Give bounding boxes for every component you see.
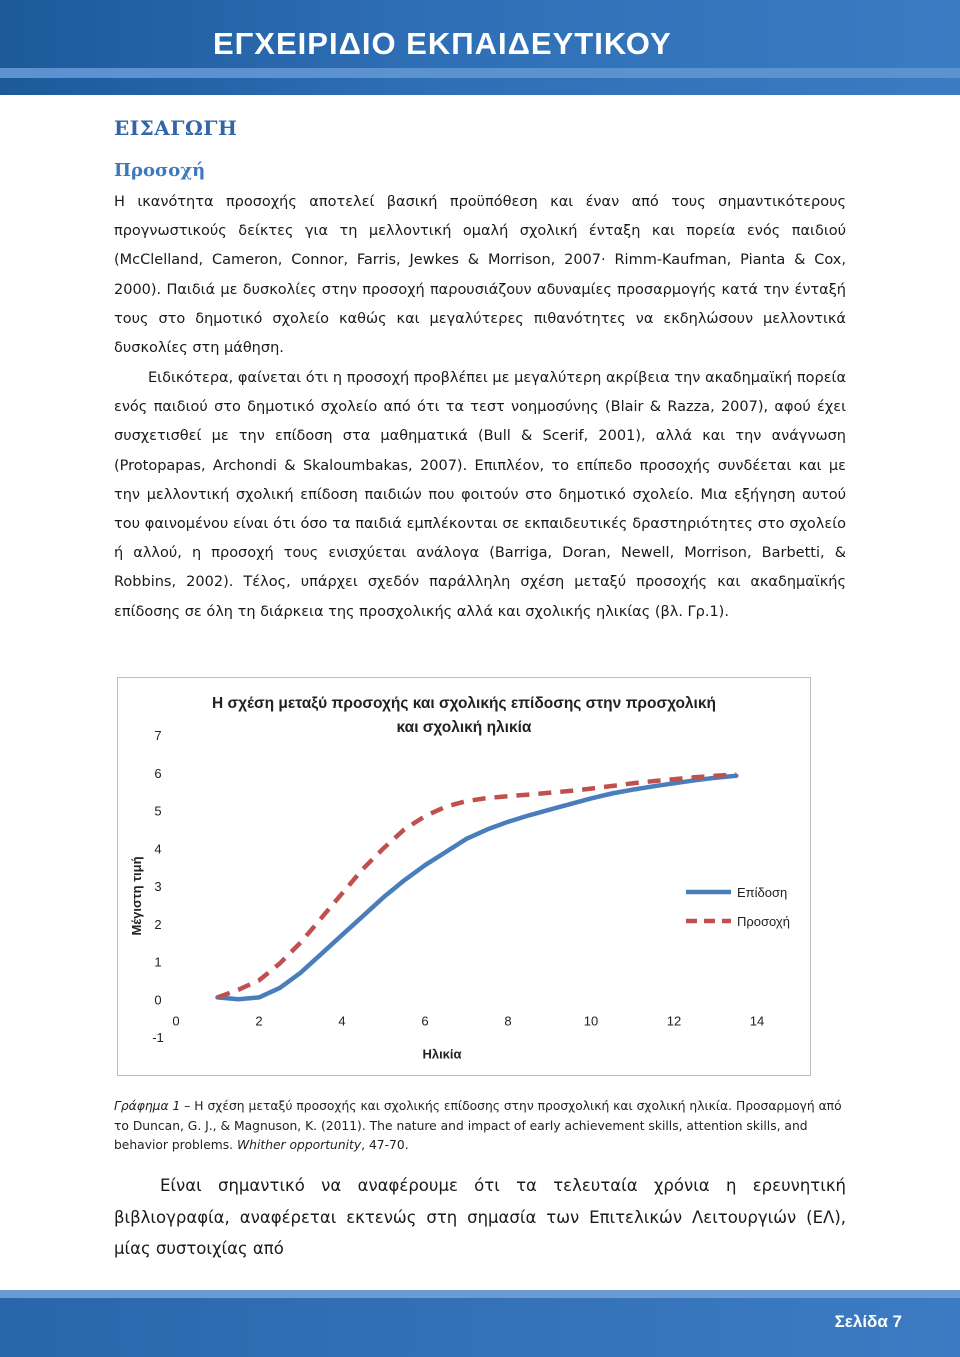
line-chart xyxy=(118,678,810,1075)
paragraph-intro: Η ικανότητα προσοχής αποτελεί βασική προϋπόθεση και έναν από τους σημαντικότερους προγνωστικούς δείκτες για τη μελλοντική ομαλή σχολική ένταξη και πορεία ενός παιδιού (McClelland, Cameron, Connor, Farris, Jewkes & Morrison, 2007· Rimm-Kaufman, Pianta & Cox, 2000). Παιδιά με δυσκολίες στην προσοχή παρουσιάζουν αδυναμίες προσαρμογής κατά την ένταξή τους στο δημοτικό σχολείο καθώς και μεγαλύτερες πιθανότητες να εκδηλώσουν μελλοντικά δυσκολίες στη μάθηση. xyxy=(114,194,846,357)
series-line-1 xyxy=(218,776,737,1000)
x-tick-label: 12 xyxy=(666,1013,682,1029)
x-tick-label: 8 xyxy=(504,1013,512,1029)
y-tick-label: 0 xyxy=(154,992,162,1008)
y-tick-label: 4 xyxy=(154,841,162,857)
y-tick-label: 3 xyxy=(154,879,162,894)
paragraph-details: Ειδικότερα, φαίνεται ότι η προσοχή προβλέπει με μεγαλύτερη ακρίβεια την ακαδημαϊκή πορεία ενός παιδιού στο δημοτικό σχολείο από ότι τα τεστ νοημοσύνης (Blair & Razza, 2007), αφού έχει συσχετισθεί με την επίδοση στα μαθηματικά (Bull & Scerif, 2001), αλλά και την ανάγνωση (Protopapas, Archondi & Skaloumbakas, 2007). Επιπλέον, το επίπεδο προσοχής συνδέεται και με την μελλοντική σχολική επίδοση παιδιών που φοιτούν στο δημοτικό σχολείο. Μια εξήγηση αυτού του φαινομένου είναι ότι όσο τα παιδιά εμπλέκονται σε εκπαιδευτικές δραστηριότητες στο σχολείο ή αλλού, η προσοχή τους ενισχύεται ανάλογα (Barriga, Doran, Newell, Morrison, Barbetti, & Robbins, 2002). Τέλος, υπάρχει σχεδόν παράλληλη σχέση μεταξύ προσοχής και ακαδημαϊκής επίδοσης σε όλη τη διάρκεια της προσχολικής αλλά και σχολικής ηλικίας (βλ. Γρ.1). xyxy=(114,370,846,620)
y-tick-label: 6 xyxy=(154,765,162,781)
y-tick-label: 5 xyxy=(154,803,162,819)
y-tick-label: 7 xyxy=(154,728,162,743)
x-tick-label: 2 xyxy=(255,1013,263,1029)
x-tick-label: 10 xyxy=(583,1013,599,1029)
x-tick-label: 0 xyxy=(172,1013,180,1029)
series-line-2 xyxy=(218,775,737,998)
x-tick-label: 4 xyxy=(338,1013,346,1029)
footer-banner xyxy=(0,1290,960,1357)
caption-label: Γράφημα 1 xyxy=(114,1099,181,1113)
section-heading: ΕΙΣΑΓΩΓΗ xyxy=(114,116,238,140)
y-tick-label: 1 xyxy=(154,954,162,970)
y-tick-label: 2 xyxy=(154,916,162,932)
caption-journal: Whither opportunity xyxy=(237,1138,362,1152)
header-stripe xyxy=(0,68,960,78)
y-axis-label: Μέγιστη τιμή xyxy=(129,856,144,936)
paragraph-closing: Είναι σημαντικό να αναφέρουμε ότι τα τελευταία χρόνια η ερευνητική βιβλιογραφία, αναφέρεται εκτενώς στη σημασία των Επιτελικών Λειτουργιών (ΕΛ), μίας συστοιχίας από xyxy=(114,1176,846,1258)
subsection-heading: Προσοχή xyxy=(114,160,206,181)
caption-tail: , 47-70. xyxy=(361,1138,409,1152)
x-tick-label: 6 xyxy=(421,1013,429,1029)
y-tick-label: -1 xyxy=(152,1030,164,1045)
page-number: Σελίδα 7 xyxy=(834,1312,902,1331)
x-axis-label: Ηλικία xyxy=(422,1046,462,1062)
figure-caption xyxy=(114,1097,846,1156)
legend-label-2: Προσοχή xyxy=(737,914,790,929)
x-tick-label: 14 xyxy=(749,1013,765,1029)
chart-title-line: Η σχέση μεταξύ προσοχής και σχολικής επίδοσης στην προσχολική xyxy=(212,695,716,712)
chart-title-line: και σχολική ηλικία xyxy=(396,719,532,736)
header-banner xyxy=(0,0,960,95)
document-title: ΕΓΧΕΙΡΙΔΙΟ ΕΚΠΑΙΔΕΥΤΙΚΟΥ xyxy=(213,26,672,61)
footer-stripe xyxy=(0,1290,960,1298)
caption-text: – Η σχέση μεταξύ προσοχής και σχολικής επίδοσης στην προσχολική και σχολική ηλικία. Προσαρμογή από το Duncan, G. J., & Magnuson, K. (2011). The nature and impact of early achievement skills, attention skills, and behavior problems. xyxy=(114,1099,842,1152)
chart-container xyxy=(117,677,811,1076)
legend-label-1: Επίδοση xyxy=(737,885,788,900)
